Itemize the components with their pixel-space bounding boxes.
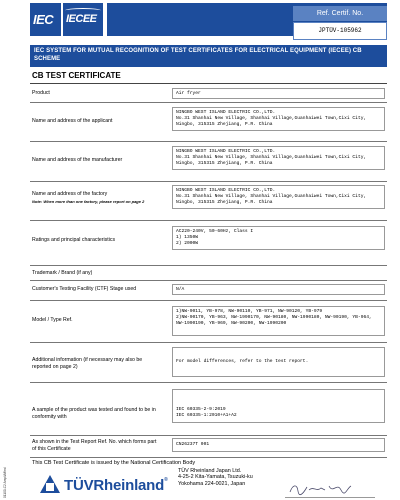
divider (30, 300, 387, 301)
row-applicant (30, 105, 387, 139)
test-report-label: As shown in the Test Report Ref. No. which forms part of this Certificate (32, 439, 157, 452)
row-model (30, 303, 387, 339)
signature (285, 478, 375, 498)
issued-by-text: This CB Test Certificate is issued by the National Certification Body (30, 457, 387, 467)
standard-label: A sample of the product was tested and found to be in conformity with (32, 407, 156, 420)
trademark-label: Trademark / Brand (if any) (32, 270, 93, 276)
manufacturer-value: NINGBO WEST ISLAND ELECTRIC CO.,LTD. No.31 Shanhai New Village, Shanhai Village,Guanhaiwei Town,Cixi City, Ningbo, 315315 Zhejiang, P.R. China (172, 146, 385, 170)
divider (30, 280, 387, 281)
trademark-value (172, 268, 385, 277)
scheme-banner: IEC SYSTEM FOR MUTUAL RECOGNITION OF TEST CERTIFICATES FOR ELECTRICAL EQUIPMENT (IECEE) CB SCHEME (30, 45, 387, 67)
ctf-value: N/A (172, 284, 385, 295)
model-value: 1)NW-9011, YB-978, NW-90110, YB-971, NW-90120, YB-979 2)NW-90170, YB-963, NW-1990170, NW-90180, NW-1990180, NW-90190, YB-964, NW-1990190, YB-969, NW-90200, NW-1990200 (172, 306, 385, 336)
model-label: Model / Type Ref. (32, 317, 73, 323)
address-line: 4-25-2 Kita-Yamata, Tsuzuki-ku (178, 474, 253, 481)
applicant-value: NINGBO WEST ISLAND ELECTRIC CO.,LTD. No.31 Shanhai New Village, Shanhai Village,Guanhaiwei Town,Cixi City, Ningbo, 315315 Zhejiang, P.R. China (172, 107, 385, 131)
divider (30, 265, 387, 266)
test-report-value: CN26237T 001 (172, 438, 385, 452)
additional-value: For model differences, refer to the test report. (172, 347, 385, 377)
ratings-label: Ratings and principal characteristics (32, 237, 116, 243)
iecee-logo: IECEE (63, 3, 103, 36)
address-line: Yokohama 224-0021, Japan (178, 480, 246, 487)
address-line: TÜV Rheinland Japan Ltd. (178, 468, 242, 474)
row-product (30, 88, 387, 100)
additional-label: Additional information (if necessary may also be reported on page 2) (32, 357, 143, 370)
row-factory (30, 183, 387, 218)
iec-logo: IEC (30, 3, 61, 36)
divider (30, 181, 387, 182)
row-test-report (30, 437, 387, 455)
row-manufacturer (30, 144, 387, 179)
divider (30, 141, 387, 142)
certificate-title: CB TEST CERTIFICATE (30, 70, 387, 84)
divider (30, 382, 387, 383)
row-standard (30, 385, 387, 433)
row-ctf (30, 283, 387, 297)
factory-value: NINGBO WEST ISLAND ELECTRIC CO.,LTD. No.31 Shanhai New Village, Shanhai Village,Guanhaiwei Town,Cixi City, Ningbo, 315315 Zhejiang, P.R. China (172, 185, 385, 209)
divider (30, 220, 387, 221)
row-trademark (30, 268, 387, 278)
manufacturer-label: Name and address of the manufacturer (32, 157, 123, 163)
factory-label (32, 191, 182, 205)
row-ratings (30, 223, 387, 263)
tuv-rheinland-logo: TÜVRheinland® (40, 473, 180, 498)
ref-certif-label: Ref. Certif. No. (293, 6, 387, 21)
divider (30, 342, 387, 343)
factory-note: Note: When more than one factory, please report on page 2 (32, 198, 145, 204)
ncb-address (178, 468, 298, 487)
product-label: Product (32, 90, 50, 96)
applicant-label: Name and address of the applicant (32, 118, 113, 124)
product-value: Air fryer (172, 88, 385, 99)
ctf-label: Customer's Testing Facility (CTF) Stage used (32, 286, 137, 292)
divider (30, 435, 387, 436)
row-additional (30, 345, 387, 380)
header (30, 3, 387, 40)
divider (30, 102, 387, 103)
signature-line (285, 497, 375, 498)
standard-value: IEC 60335-2-9:2019 IEC 60335-1:2010+A1+A2 (172, 389, 385, 423)
ratings-value: AC220-240V, 50-60Hz, Class I 1) 1350W 2) 2000W (172, 226, 385, 250)
side-reference-text: 01100-C2 AmpliAffied (3, 467, 7, 498)
ref-certif-number: JPTÜV-105962 (293, 22, 387, 40)
factory-label-text: Name and address of the factory (32, 191, 108, 197)
